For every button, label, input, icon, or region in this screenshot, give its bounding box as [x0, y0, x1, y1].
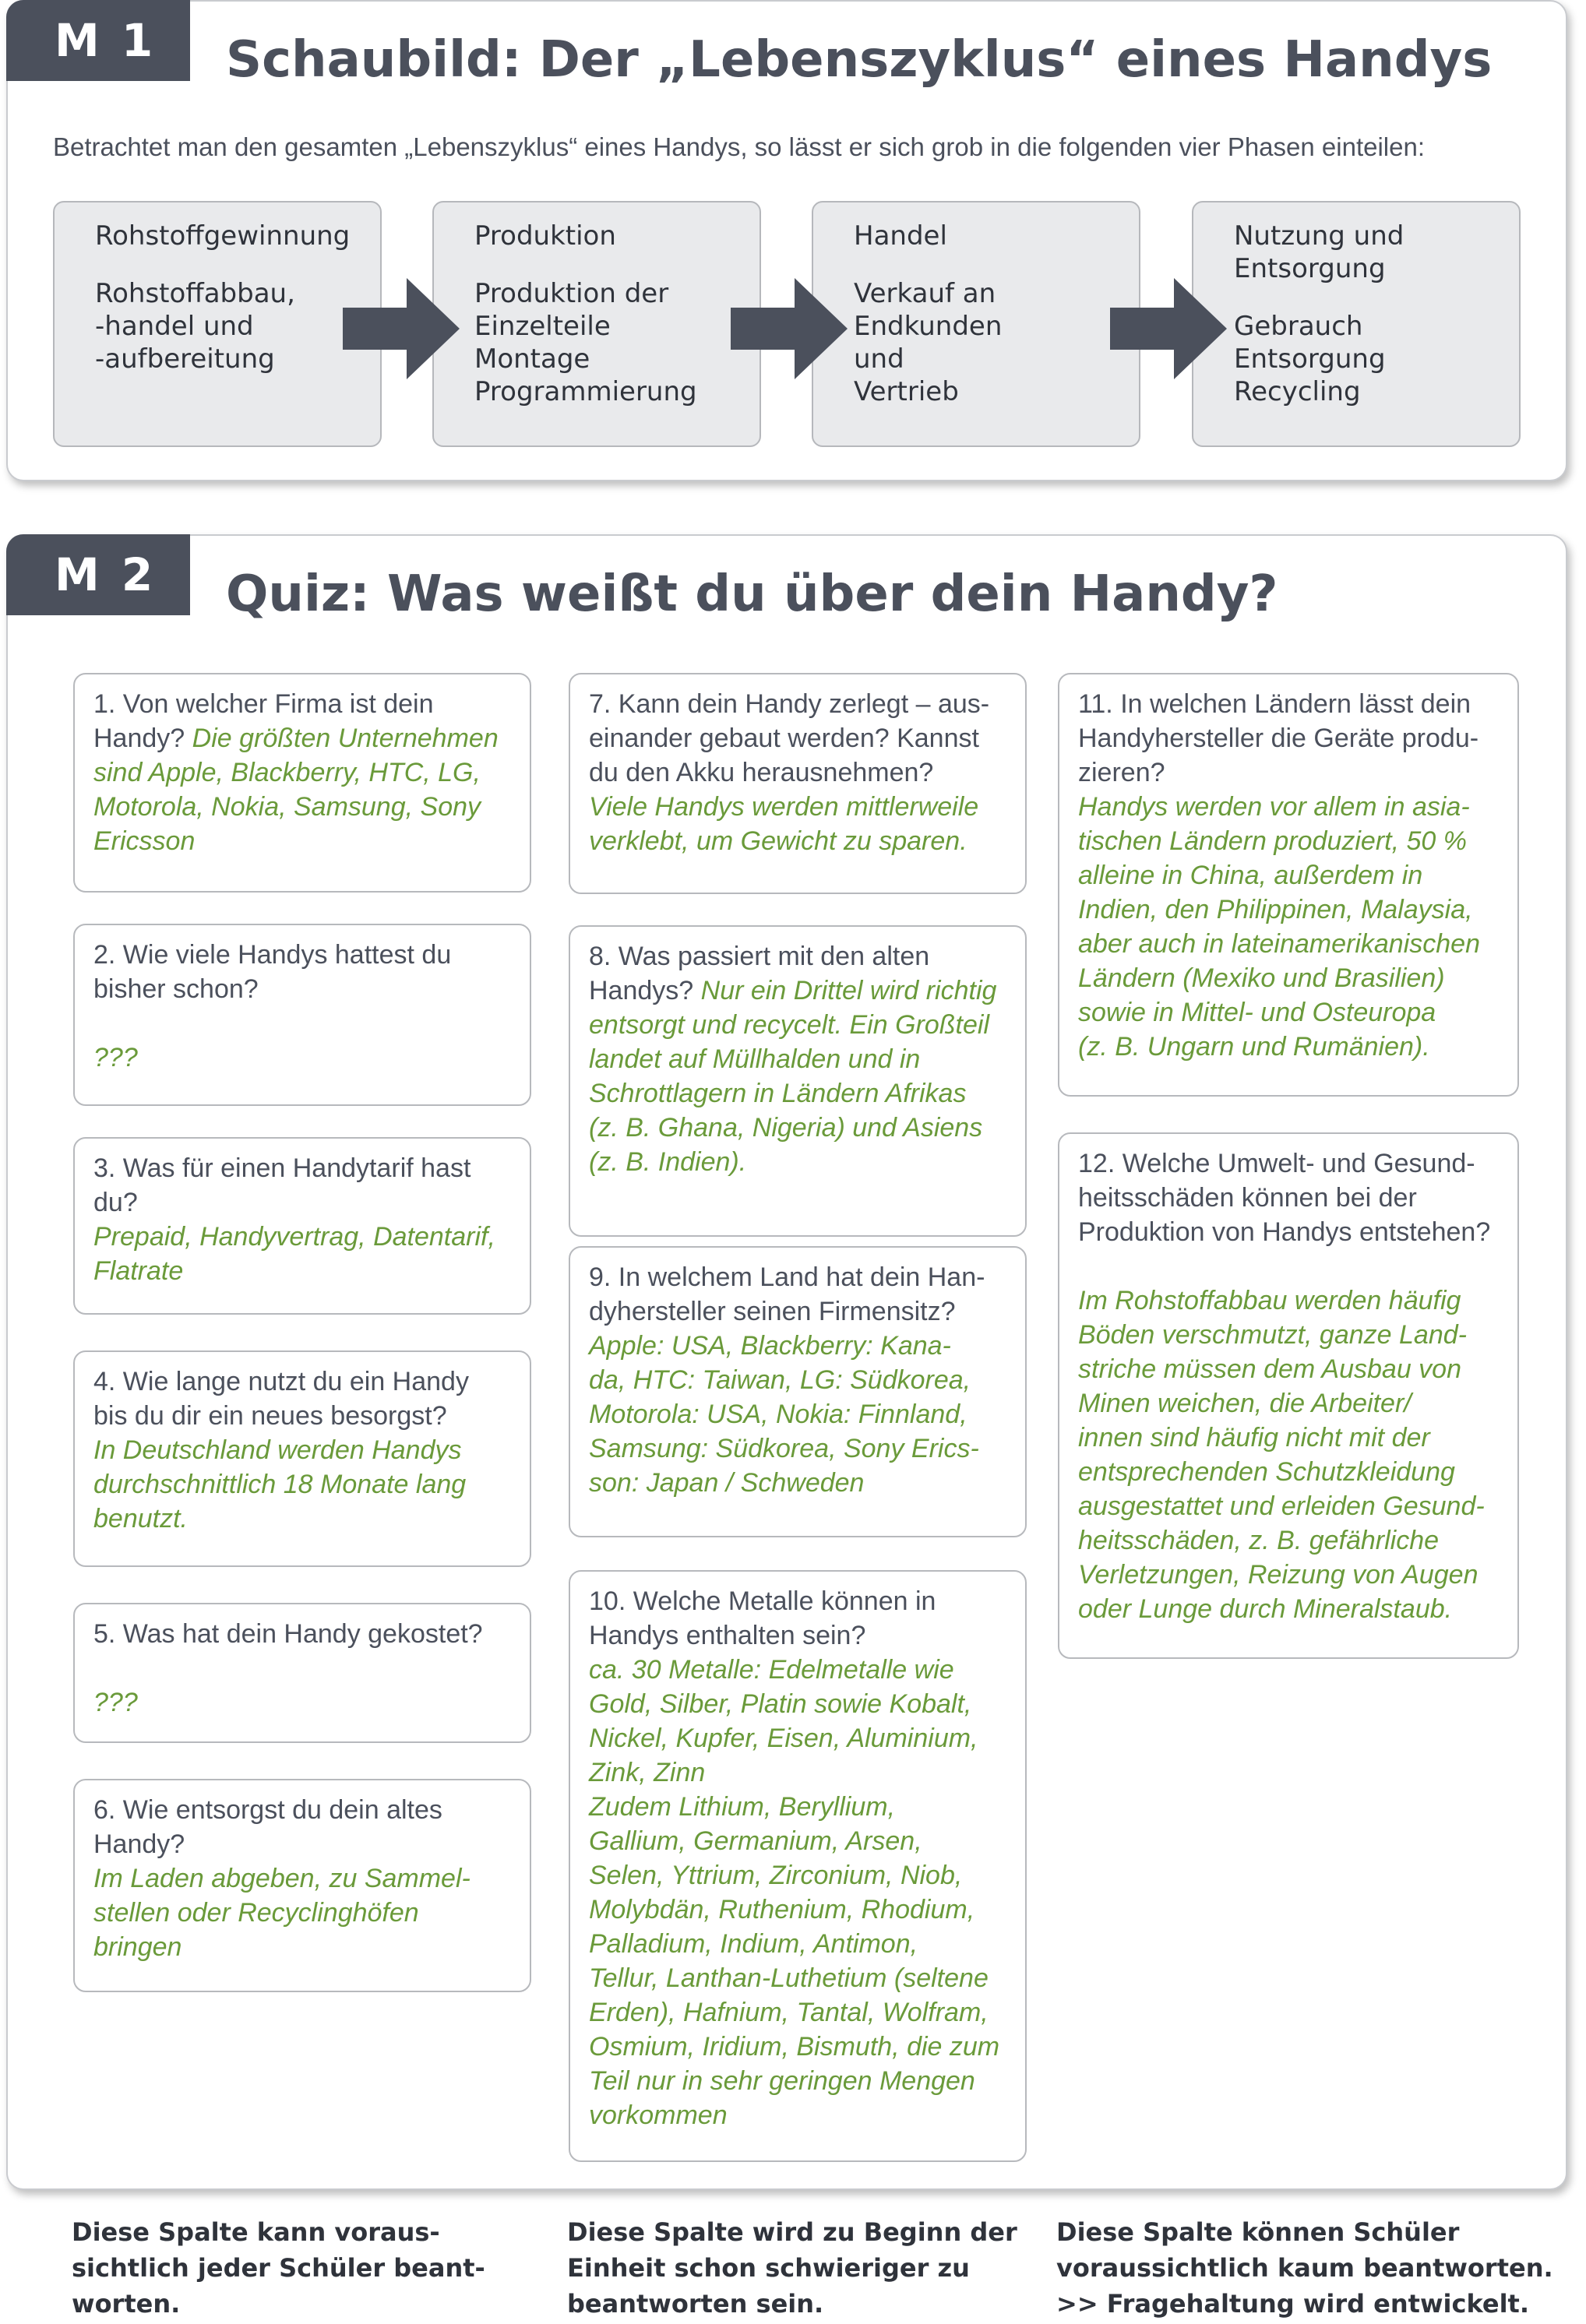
question-text: 4. Wie lange nutzt du ein Handy bis du dir ein neues besorgst?: [93, 1367, 469, 1431]
question-text: 7. Kann dein Handy zerlegt – aus- einander gebaut werden? Kannst du den Akku herausnehmen?: [589, 689, 990, 787]
question-text: 1. Von welcher Firma ist dein Handy?: [93, 689, 434, 753]
m1-title: Schaubild: Der „Lebenszyklus“ eines Handys: [226, 31, 1493, 89]
question-text: 10. Welche Metalle können in Handys enthalten sein?: [589, 1586, 936, 1650]
question-text: 2. Wie viele Handys hattest du bisher schon?: [93, 940, 452, 1004]
quiz-question-9: [569, 1246, 1027, 1537]
question-text: 6. Wie entsorgst du dein altes Handy?: [93, 1795, 442, 1859]
answer-text: Apple: USA, Blackberry: Kana- da, HTC: Taiwan, LG: Südkorea, Motorola: USA, Nokia: Finnland, Samsung: Südkorea, Sony Erics- son: Japan / Schweden: [589, 1331, 979, 1498]
answer-text: ca. 30 Metalle: Edelmetalle wie Gold, Silber, Platin sowie Kobalt, Nickel, Kupfer, Eisen, Aluminium, Zink, Zinn Zudem Lithium, Beryllium, Gallium, Germanium, Arsen, Selen, Yttrium, Zirconium, Niob, Molybdän, Ruthenium, Rhodium, Palladium, Indium, Antimon, Tellur, Lanthan-Luthetium (seltene Erden), Hafnium, Tantal, Wolfram, Osmium, Iridium, Bismuth, die zum Teil nur in sehr geringen Mengen vorkommen: [589, 1655, 1000, 2130]
arrow-right-icon: [731, 278, 848, 379]
phase-nutzung-entsorgung: [1192, 201, 1521, 447]
quiz-question-2: [73, 924, 531, 1106]
arrow-right-icon: [343, 278, 460, 379]
answer-text: ???: [93, 1043, 138, 1072]
quiz-question-1: [73, 673, 531, 893]
m1-tag: M 1: [6, 0, 190, 81]
quiz-question-11: [1058, 673, 1519, 1097]
quiz-question-3: [73, 1137, 531, 1315]
answer-text: Prepaid, Handyvertrag, Datentarif, Flatrate: [93, 1222, 495, 1286]
arrow-right-icon: [1110, 278, 1227, 379]
phase-body: Gebrauch Entsorgung Recycling: [1234, 311, 1386, 407]
m2-panel: [6, 534, 1567, 2190]
answer-text: In Deutschland werden Handys durchschnittlich 18 Monate lang benutzt.: [93, 1435, 467, 1533]
quiz-question-4: [73, 1350, 531, 1567]
phase-body: Rohstoffabbau, -handel und -aufbereitung: [95, 278, 295, 375]
answer-text: Handys werden vor allem in asia- tischen Ländern produziert, 50 % alleine in China, außerdem in Indien, den Philippinen, Malaysia, aber auch in lateinamerikanischen Ländern (Mexiko und Brasilien) sowie in Mittel- und Osteuropa (z. B. Ungarn und Rumänien).: [1078, 792, 1480, 1062]
footer-note-column-1: Diese Spalte kann voraus- sichtlich jeder Schüler beant- worten.: [72, 2217, 485, 2319]
phase-rohstoffgewinnung: [53, 201, 382, 447]
quiz-question-8: [569, 925, 1027, 1237]
answer-text: Nur ein Drittel wird richtig entsorgt und recycelt. Ein Großteil landet auf Müllhalden und in Schrottlagern in Ländern Afrikas (z. B. Ghana, Nigeria) und Asiens (z. B. Indien).: [589, 976, 997, 1177]
answer-text: Die größten Unternehmen sind Apple, Blackberry, HTC, LG, Motorola, Nokia, Samsung, Sony Ericsson: [93, 724, 499, 856]
answer-text: ???: [93, 1688, 138, 1717]
phase-title: Rohstoffgewinnung: [95, 220, 351, 252]
phase-body: Produktion der Einzelteile Montage Programmierung: [474, 278, 697, 407]
quiz-question-7: [569, 673, 1027, 894]
question-text: 3. Was für einen Handytarif hast du?: [93, 1153, 471, 1217]
footer-note-column-3: Diese Spalte können Schüler voraussichtlich kaum beantworten. >> Fragehaltung wird entwickelt.: [1056, 2217, 1553, 2319]
phase-title: Nutzung und Entsorgung: [1234, 220, 1404, 284]
phase-body: Verkauf an Endkunden und Vertrieb: [854, 278, 1003, 407]
question-text: 9. In welchem Land hat dein Han- dyhersteller seinen Firmensitz?: [589, 1262, 985, 1326]
quiz-question-10: [569, 1570, 1027, 2162]
quiz-question-12: [1058, 1132, 1519, 1659]
question-text: 11. In welchen Ländern lässt dein Handyhersteller die Geräte produ- zieren?: [1078, 689, 1479, 787]
phase-produktion: [432, 201, 761, 447]
phase-handel: [812, 201, 1140, 447]
m1-panel: [6, 0, 1567, 481]
phase-title: Produktion: [474, 220, 616, 252]
phase-title: Handel: [854, 220, 947, 252]
m2-tag: M 2: [6, 534, 190, 615]
m2-title: Quiz: Was weißt du über dein Handy?: [226, 565, 1278, 623]
answer-text: Viele Handys werden mittlerweile verklebt, um Gewicht zu sparen.: [589, 792, 979, 856]
m1-intro: Betrachtet man den gesamten „Lebenszyklus“ eines Handys, so lässt er sich grob in die folgenden vier Phasen einteilen:: [53, 132, 1426, 161]
answer-text: Im Rohstoffabbau werden häufig Böden verschmutzt, ganze Land- striche müssen dem Ausbau von Minen weichen, die Arbeiter/ innen sind häufig nicht mit der entsprechenden Schutzkleidung ausgestattet und erleiden Gesund- heitsschäden, z. B. gefährliche Verletzungen, Reizung von Augen oder Lunge durch Mineralstaub.: [1078, 1286, 1485, 1624]
question-text: 12. Welche Umwelt- und Gesund- heitsschäden können bei der Produktion von Handys entstehen?: [1078, 1149, 1491, 1247]
quiz-question-6: [73, 1779, 531, 1992]
question-text: 5. Was hat dein Handy gekostet?: [93, 1619, 483, 1649]
answer-text: Im Laden abgeben, zu Sammel- stellen oder Recyclinghöfen bringen: [93, 1864, 471, 1962]
quiz-question-5: [73, 1603, 531, 1743]
footer-note-column-2: Diese Spalte wird zu Beginn der Einheit schon schwieriger zu beantworten sein.: [567, 2217, 1017, 2319]
question-text: 8. Was passiert mit den alten Handys?: [589, 942, 930, 1005]
